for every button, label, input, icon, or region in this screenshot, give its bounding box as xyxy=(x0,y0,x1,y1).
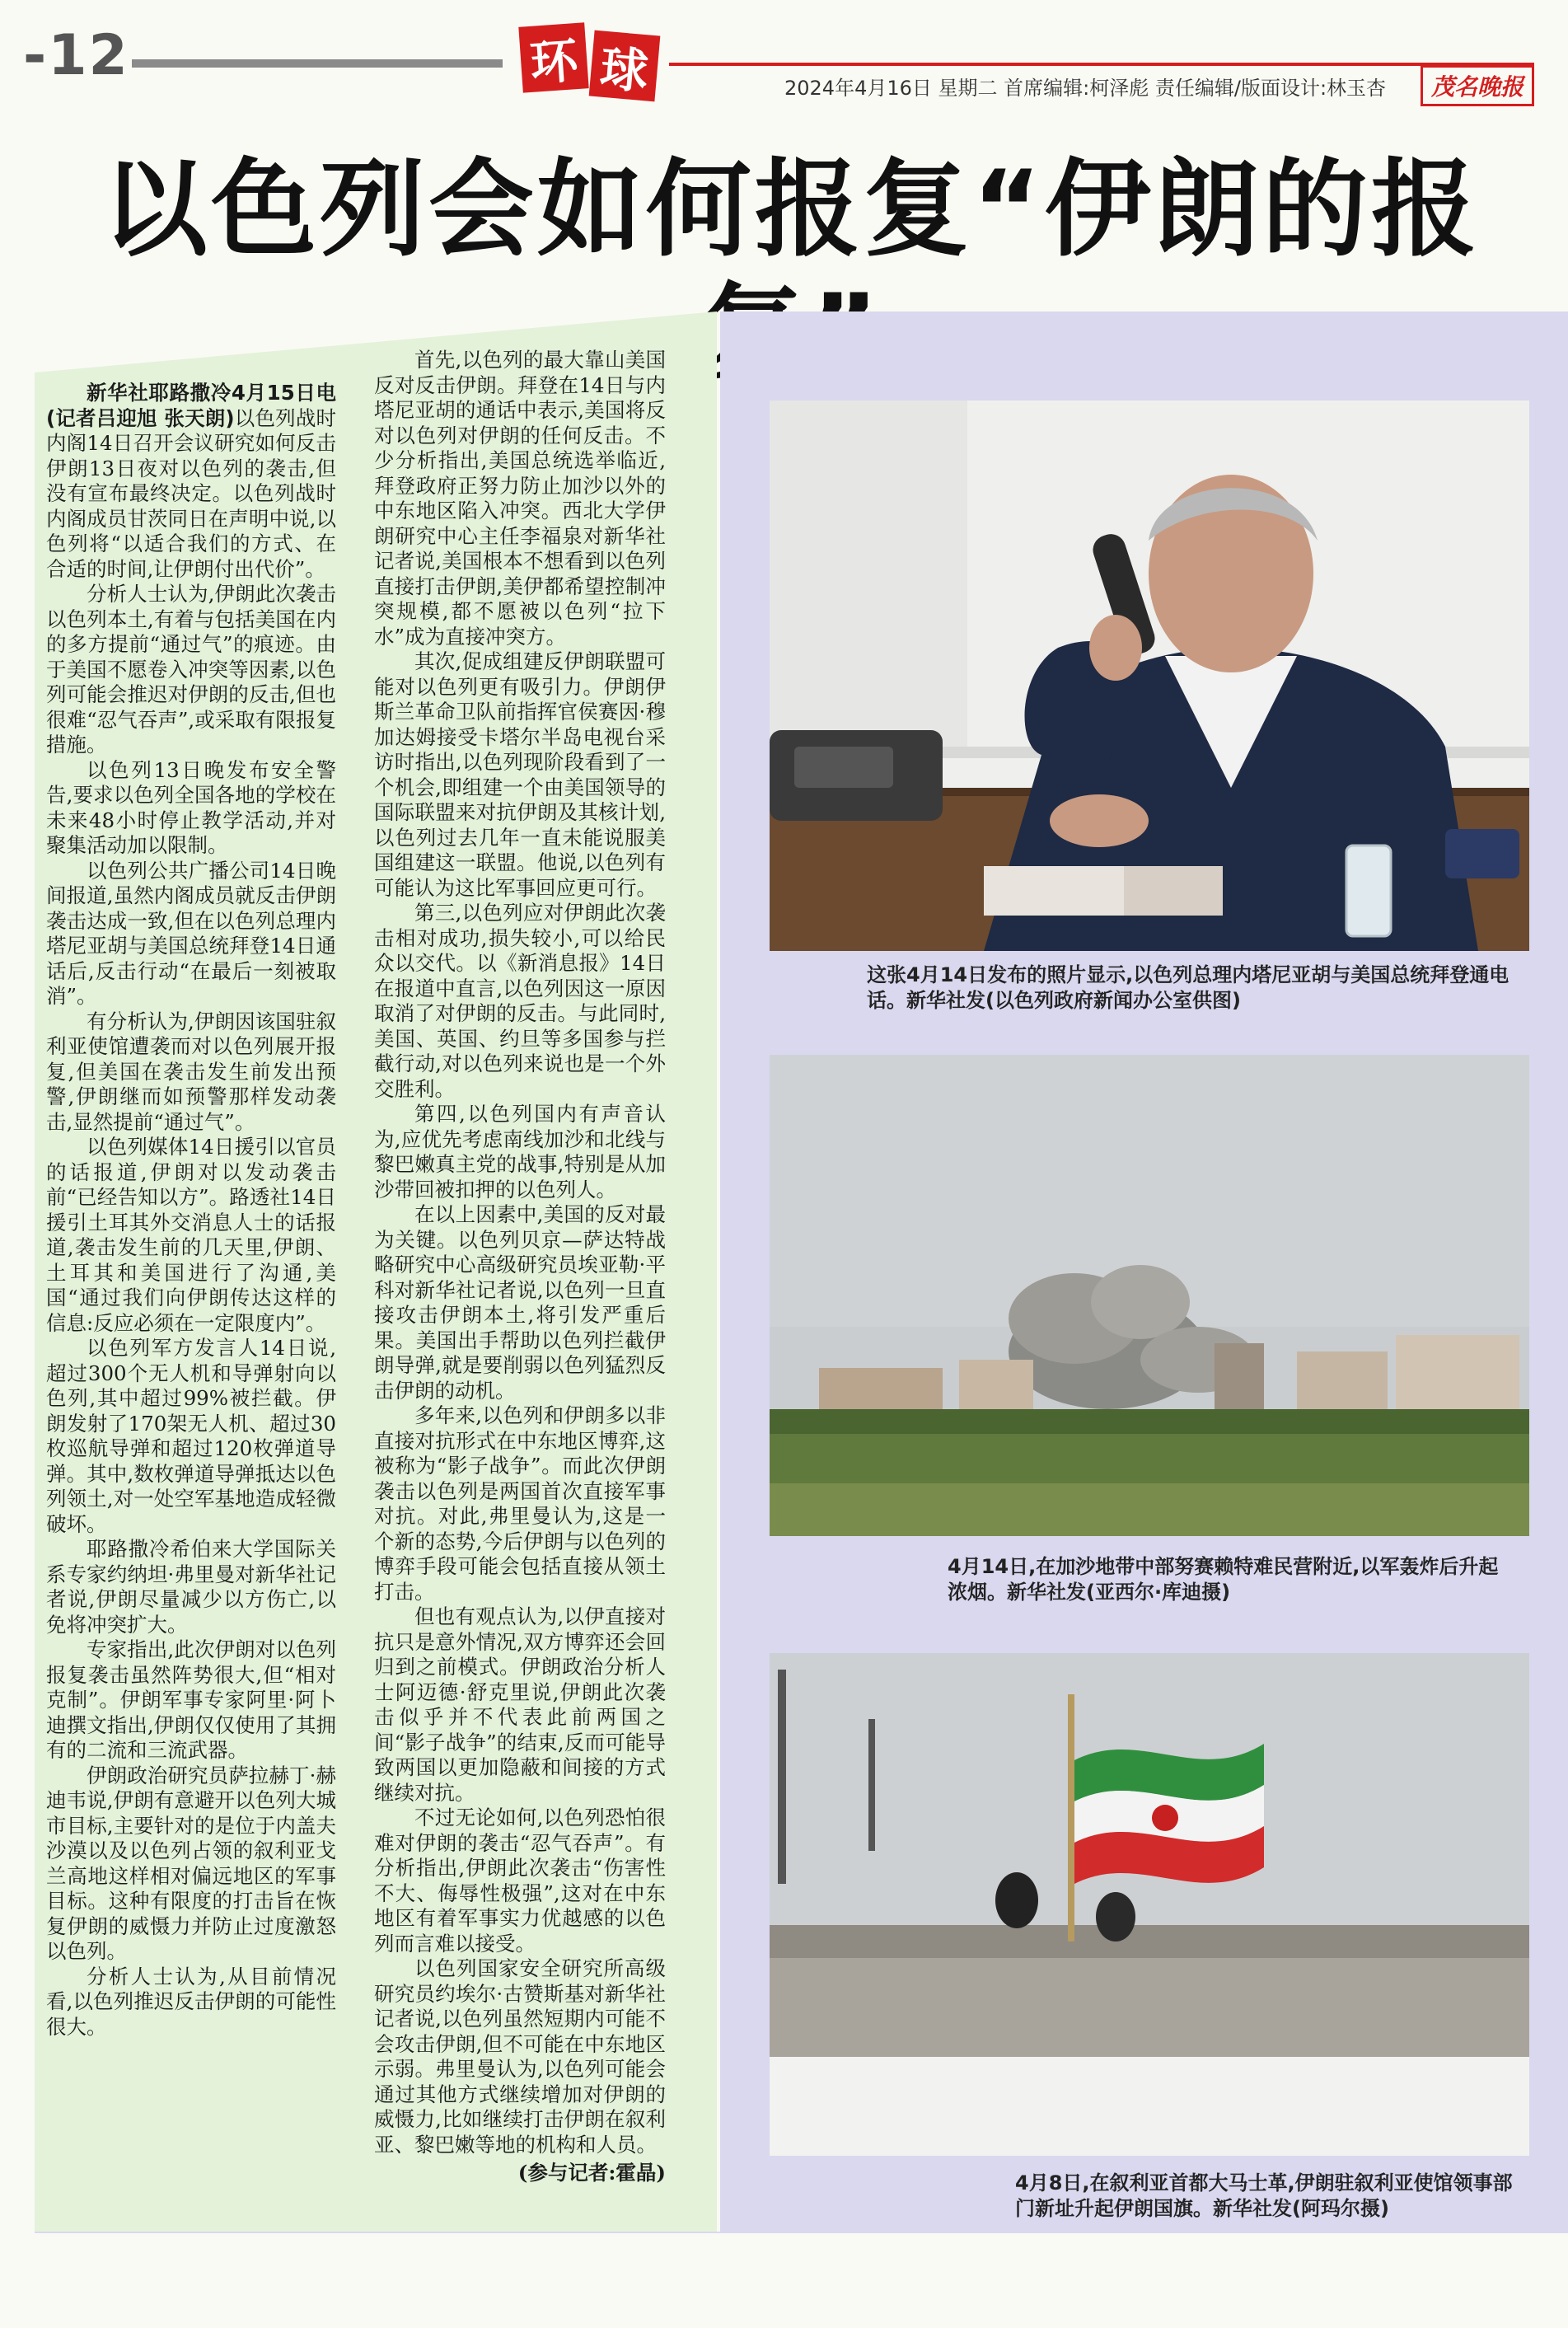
photo-caption: 这张4月14日发布的照片显示,以色列总理内塔尼亚胡与美国总统拜登通电话。新华社发(以色列政府新闻办公室供图) xyxy=(867,963,1509,1012)
article-paragraph: 以色列公共广播公司14日晚间报道,虽然内阁成员就反击伊朗袭击达成一致,但在以色列总理内塔尼亚胡与美国总统拜登14日通话后,反击行动“在最后一刻被取消”。 xyxy=(46,858,336,1008)
article-text: 以色列战时内阁14日召开会议研究如何反击伊朗13日夜对以色列的袭击,但没有宣布最终决定。以色列战时内阁成员甘茨同日在声明中说,以色列将“以适合我们的方式、在合适的时间,让伊朗付出代价”。 xyxy=(46,405,336,581)
headline: 以色列会如何报复“伊朗的报 xyxy=(101,148,1481,271)
article-column-1 xyxy=(46,381,336,2202)
article-paragraph: 分析人士认为,从目前情况看,以色列推迟反击伊朗的可能性很大。 xyxy=(46,1964,336,2039)
article-paragraph: 以色列13日晚发布安全警告,要求以色列全国各地的学校在未来48小时停止教学活动,并对聚集活动加以限制。 xyxy=(46,757,336,857)
article-lead: 新华社耶路撒冷4月15日电(记者吕迎旭 张天朗) xyxy=(46,381,336,430)
article-paragraph: 多年来,以色列和伊朗多以非直接对抗形式在中东地区博弈,这被称为“影子战争”。而此次伊朗袭击以色列是两国首次直接军事对抗。对此,弗里曼认为,这是一个新的态势,今后伊朗与以色列的博弈手段可能会包括直接从领土打击。 xyxy=(374,1403,666,1604)
section-char-2: 球 xyxy=(589,30,661,102)
article-column-2 xyxy=(374,348,666,2202)
article-paragraph: 第四,以色列国内有声音认为,应优先考虑南线加沙和北线与黎巴嫩真主党的战事,特别是从加沙带回被扣押的以色列人。 xyxy=(374,1102,666,1201)
article-paragraph xyxy=(46,381,336,582)
photo-gaza-smoke xyxy=(770,1055,1529,1536)
article-paragraph: 其次,促成组建反伊朗联盟可能对以色列更有吸引力。伊朗伊斯兰革命卫队前指挥官侯赛因·穆加达姆接受卡塔尔半岛电视台采访时指出,以色列现阶段看到了一个机会,即组建一个由美国领导的国际联盟来对抗伊朗及其核计划,以色列过去几年一直未能说服美国组建这一联盟。他说,以色列有可能认为这比军事回应更可行。 xyxy=(374,649,666,900)
article-paragraph: 以色列媒体14日援引以官员的话报道,伊朗对以发动袭击前“已经告知以方”。路透社14日援引土耳其外交消息人士的话报道,袭击发生前的几天里,伊朗、土耳其和美国进行了沟通,美国“通过我们向伊朗传达这样的信息:反应必须在一定限度内”。 xyxy=(46,1135,336,1335)
newspaper-logo: 茂名晚报 xyxy=(1421,65,1534,106)
article-paragraph: 以色列军方发言人14日说,超过300个无人机和导弹射向以色列,其中超过99%被拦截。伊朗发射了170架无人机、超过30枚巡航导弹和超过120枚弹道导弹。其中,数枚弹道导弹抵达以色列领土,对一处空军基地造成轻微破坏。 xyxy=(46,1336,336,1536)
photo-iranian-flag xyxy=(770,1653,1529,2156)
issue-info: 2024年4月16日 星期二 首席编辑:柯泽彪 责任编辑/版面设计:林玉杏 xyxy=(784,76,1387,100)
photo-caption: 4月8日,在叙利亚首都大马士革,伊朗驻叙利亚使馆领事部门新址升起伊朗国旗。新华社发(阿玛尔摄) xyxy=(1015,2171,1513,2220)
issue-info-bar xyxy=(669,63,1534,105)
photo-caption: 4月14日,在加沙地带中部努赛赖特难民营附近,以军轰炸后升起浓烟。新华社发(亚西尔·库迪摄) xyxy=(948,1555,1499,1604)
article-paragraph: 但也有观点认为,以伊直接对抗只是意外情况,双方博弈还会回归到之前模式。伊朗政治分析人士阿迈德·舒克里说,伊朗此次袭击似乎并不代表此前两国之间“影子战争”的结束,反而可能导致两国以更加隐蔽和间接的方式继续对抗。 xyxy=(374,1604,666,1805)
article-byline: (参与记者:霍晶) xyxy=(517,2161,666,2185)
section-label xyxy=(521,25,658,101)
article-paragraph: 不过无论如何,以色列恐怕很难对伊朗的袭击“忍气吞声”。有分析指出,伊朗此次袭击“伤害性不大、侮辱性极强”,这对在中东地区有着军事实力优越感的以色列而言难以接受。 xyxy=(374,1806,666,1956)
article-paragraph: 分析人士认为,伊朗此次袭击以色列本土,有着与包括美国在内的多方提前“通过气”的痕迹。由于美国不愿卷入冲突等因素,以色列可能会推迟对伊朗的反击,但也很难“忍气吞声”,或采取有限报复措施。 xyxy=(46,582,336,756)
header-rule xyxy=(132,59,503,68)
page-number: -12 xyxy=(23,23,129,88)
photo-phone-call xyxy=(770,400,1529,951)
article-paragraph: 有分析认为,伊朗因该国驻叙利亚使馆遭袭而对以色列展开报复,但美国在袭击发生前发出预警,伊朗继而如预警那样发动袭击,显然提前“通过气”。 xyxy=(46,1009,336,1134)
article-paragraph: 在以上因素中,美国的反对最为关键。以色列贝京—萨达特战略研究中心高级研究员埃亚勒·平科对新华社记者说,以色列一旦直接攻击伊朗本土,将引发严重后果。美国出手帮助以色列拦截伊朗导弹,就是要削弱以色列猛烈反击伊朗的动机。 xyxy=(374,1202,666,1403)
article-paragraph: 第三,以色列应对伊朗此次袭击相对成功,损失较小,可以给民众以交代。以《新消息报》14日在报道中直言,以色列因这一原因取消了对伊朗的反击。与此同时,美国、英国、约旦等多国参与拦截行动,对以色列来说也是一个外交胜利。 xyxy=(374,901,666,1101)
article-paragraph: 专家指出,此次伊朗对以色列报复袭击虽然阵势很大,但“相对克制”。伊朗军事专家阿里·阿卜迪撰文指出,伊朗仅仅使用了其拥有的二流和三流武器。 xyxy=(46,1637,336,1762)
article-paragraph: 耶路撒冷希伯来大学国际关系专家约纳坦·弗里曼对新华社记者说,伊朗尽量减少以方伤亡,以免将冲突扩大。 xyxy=(46,1537,336,1637)
article-paragraph: 首先,以色列的最大靠山美国反对反击伊朗。拜登在14日与内塔尼亚胡的通话中表示,美国将反对以色列对伊朗的任何反击。不少分析指出,美国总统选举临近,拜登政府正努力防止加沙以外的中东地区陷入冲突。西北大学伊朗研究中心主任李福泉对新华社记者说,美国根本不想看到以色列直接打击伊朗,美伊都希望控制冲突规模,都不愿被以色列“拉下水”成为直接冲突方。 xyxy=(374,348,666,649)
article-paragraph: 伊朗政治研究员萨拉赫丁·赫迪韦说,伊朗有意避开以色列大城市目标,主要针对的是位于内盖夫沙漠以及以色列占领的叙利亚戈兰高地这样相对偏远地区的军事目标。这种有限度的打击旨在恢复伊朗的威慑力并防止过度激怒以色列。 xyxy=(46,1763,336,1963)
bottom-rule xyxy=(35,2232,1568,2233)
article-paragraph: 以色列国家安全研究所高级研究员约埃尔·古赞斯基对新华社记者说,以色列虽然短期内可能不会攻击伊朗,但不可能在中东地区示弱。弗里曼认为,以色列可能会通过其他方式继续增加对伊朗的威慑力,比如继续打击伊朗在叙利亚、黎巴嫩等地的机构和人员。 xyxy=(374,1956,666,2157)
section-char-1: 环 xyxy=(518,22,588,92)
